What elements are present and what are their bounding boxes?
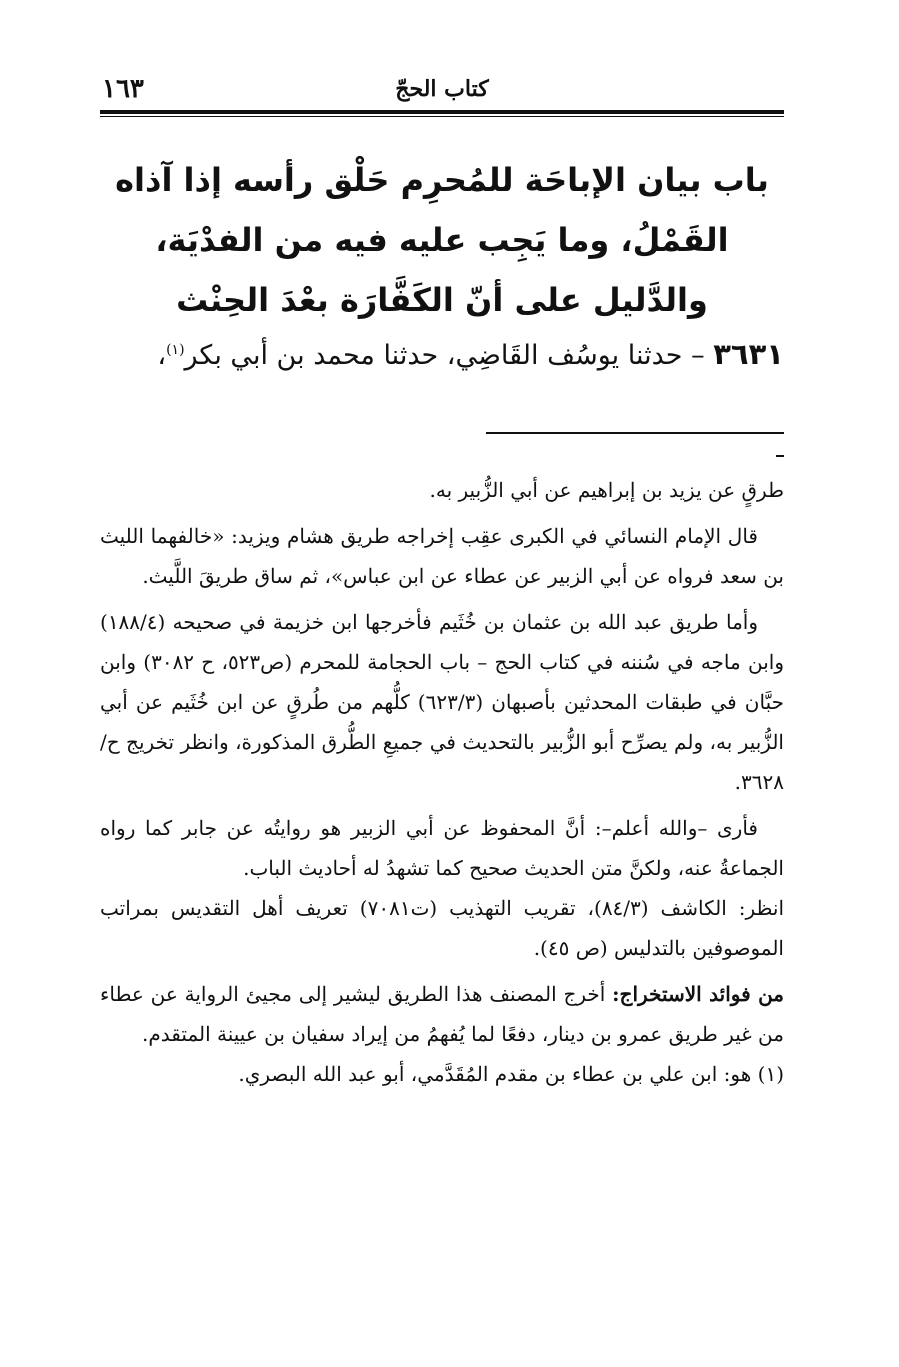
continuation-mark [776, 455, 784, 457]
footnote-1 [100, 1054, 784, 1094]
note-paragraph-2: قال الإمام النسائي في الكبرى عقِب إخراجه طريق هشام ويزيد: «خالفهما الليث بن سعد فرواه عن أبي الزبير عن عطاء عن ابن عباس»، ثم ساق طريقَ اللَّيث. [100, 524, 784, 588]
note-paragraph-4: فأرى –والله أعلم–: أنَّ المحفوظ عن أبي الزبير هو روايتُه عن جابر كما رواه الجماعةُ عنه، ولكنَّ متن الحديث صحيح كما تشهدُ له أحاديث الباب. [100, 816, 784, 880]
note-paragraph-1: طرقٍ عن يزيد بن إبراهيم عن أبي الزُّبير به. [429, 478, 784, 502]
footnote-separator [486, 432, 784, 434]
note-paragraph-6 [100, 974, 784, 1054]
hadith-line [100, 328, 784, 378]
hadith-end: ، [157, 340, 167, 371]
footnotes-section [100, 470, 784, 1094]
hadith-text: حدثنا يوسُف القَاضِي، حدثنا محمد بن أبي بكر [184, 340, 683, 371]
note-paragraph-6-text: أخرج المصنف هذا الطريق ليشير إلى مجيئ الرواية عن عطاء من غير طريق عمرو بن دينار، دفعًا لما يُفهمُ من إيراد سفيان بن عيينة المتقدم. [100, 982, 784, 1046]
page-number: ١٦٣ [102, 74, 144, 104]
chapter-heading: باب بيان الإباحَة للمُحرِم حَلْق رأسه إذا آذاه القَمْلُ، وما يَجِب عليه فيه من الفدْيَة، والدَّليل على أنّ الكَفَّارَة بعْدَ الحِنْث [115, 161, 769, 319]
note-paragraph-5: انظر: الكاشف (٨٤/٣)، تقريب التهذيب (ت٧٠٨١) تعريف أهل التقديس بمراتب الموصوفين بالتدليس (ص ٤٥). [100, 896, 785, 960]
footnote-1-marker: (١) [757, 1062, 784, 1086]
hadith-number: ٣٦٣١ [713, 337, 784, 371]
footnote-reference[interactable]: (١) [166, 342, 185, 358]
running-title: كتاب الحجّ [395, 76, 489, 102]
header-rule-thin [100, 116, 784, 117]
page-header [100, 74, 784, 106]
header-rule-thick [100, 110, 784, 114]
note-paragraph-6-label: من فوائد الاستخراج: [612, 982, 785, 1006]
hadith-dash: – [691, 340, 705, 371]
footnote-1-text: هو: ابن علي بن عطاء بن مقدم المُقَدَّمي، أبو عبد الله البصري. [238, 1062, 752, 1086]
note-paragraph-3: وأما طريق عبد الله بن عثمان بن خُثَيم فأخرجها ابن خزيمة في صحيحه (١٨٨/٤) وابن ماجه في سُننه في كتاب الحج – باب الحجامة للمحرم (ص٥٢٣، ح ٣٠٨٢) وابن حبَّان في طبقات المحدثين بأصبهان (٦٢٣/٣) كلُّهم من طُرقٍ عن ابن خُثَيم عن أبي الزُّبير به، ولم يصرِّح أبو الزُّبير بالتحديث في جميعِ الطُّرق المذكورة، وانظر تخريج ح/٣٦٢٨. [100, 610, 784, 794]
